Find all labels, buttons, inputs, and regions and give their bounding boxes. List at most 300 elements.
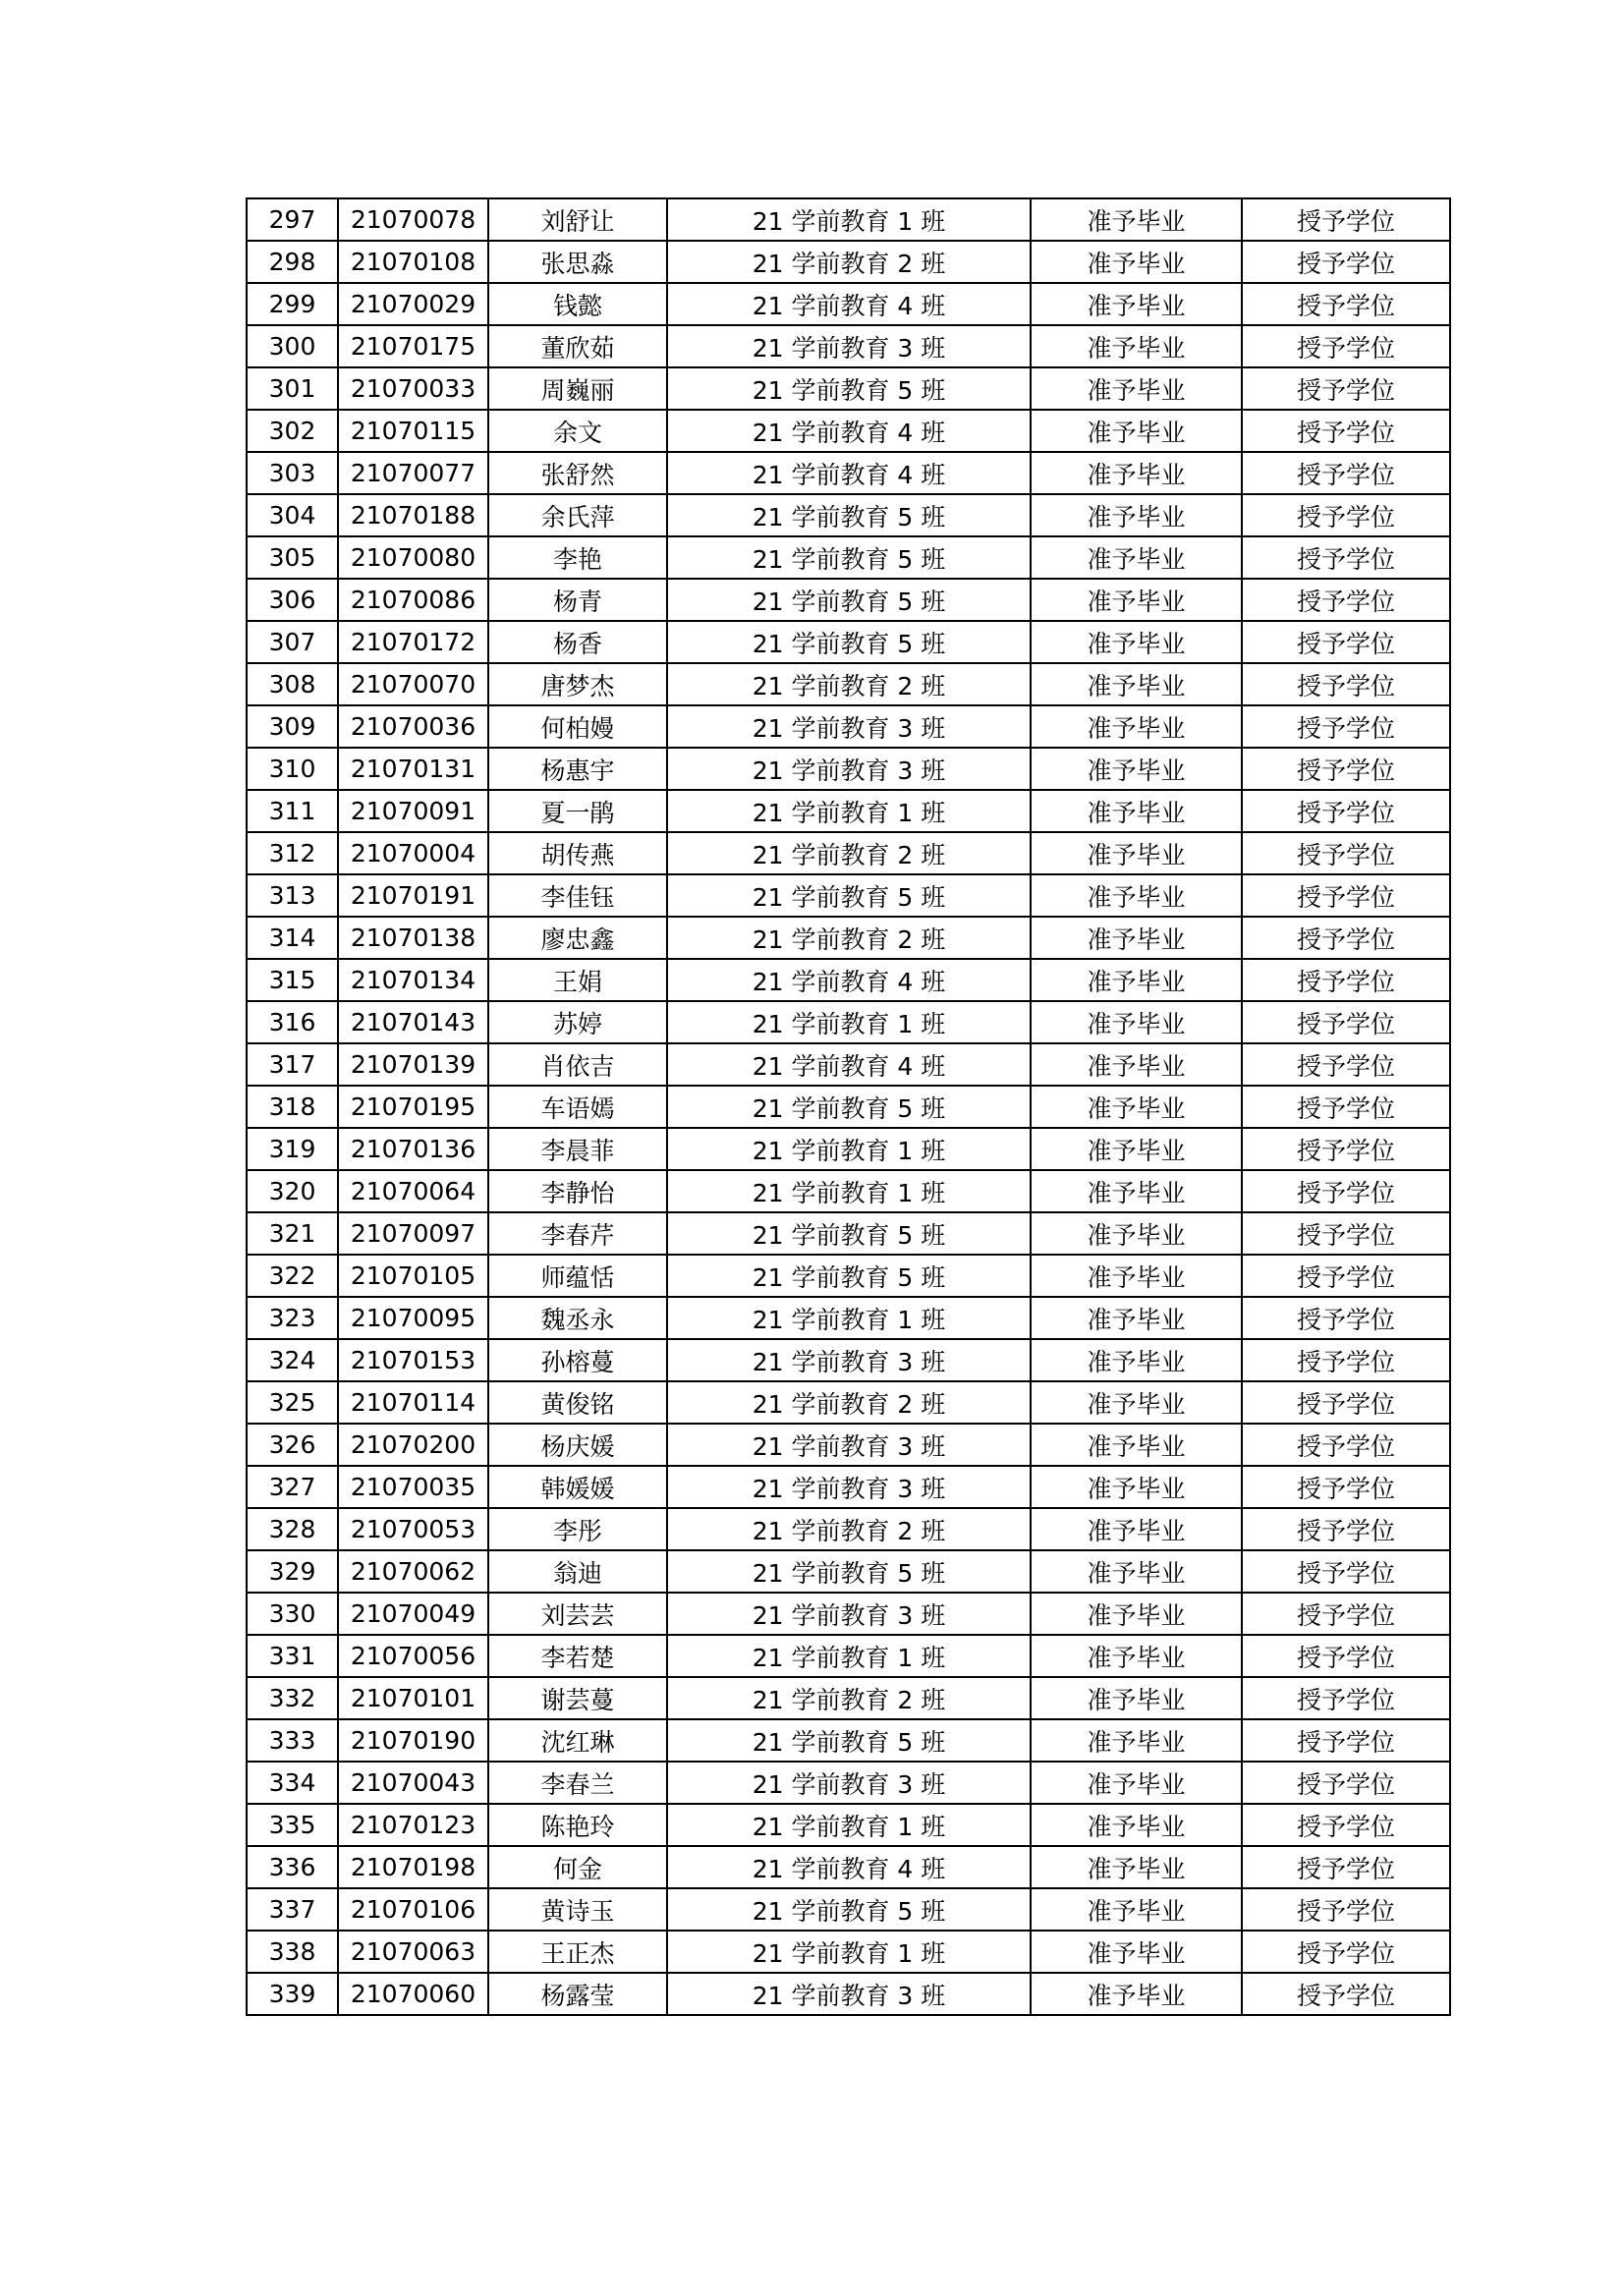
cell-degree-status: 授予学位 xyxy=(1242,494,1450,536)
cell-class: 21 学前教育 5 班 xyxy=(667,1086,1031,1128)
cell-name: 王娟 xyxy=(488,959,667,1001)
cell-index: 314 xyxy=(247,917,338,959)
table-row xyxy=(247,1508,1450,1550)
cell-name: 翁迪 xyxy=(488,1550,667,1593)
cell-student-id: 21070004 xyxy=(338,832,488,874)
cell-graduation-status: 准予毕业 xyxy=(1031,494,1242,536)
table-row xyxy=(247,874,1450,917)
cell-name: 李彤 xyxy=(488,1508,667,1550)
cell-class: 21 学前教育 2 班 xyxy=(667,1508,1031,1550)
cell-student-id: 21070086 xyxy=(338,579,488,621)
cell-graduation-status: 准予毕业 xyxy=(1031,1212,1242,1255)
cell-graduation-status: 准予毕业 xyxy=(1031,1424,1242,1466)
table-row xyxy=(247,621,1450,663)
table-row xyxy=(247,198,1450,241)
cell-class: 21 学前教育 5 班 xyxy=(667,367,1031,410)
cell-name: 杨露莹 xyxy=(488,1973,667,2015)
cell-degree-status: 授予学位 xyxy=(1242,1170,1450,1212)
cell-index: 319 xyxy=(247,1128,338,1170)
table-row xyxy=(247,325,1450,367)
cell-student-id: 21070134 xyxy=(338,959,488,1001)
cell-student-id: 21070175 xyxy=(338,325,488,367)
cell-degree-status: 授予学位 xyxy=(1242,1212,1450,1255)
cell-class: 21 学前教育 1 班 xyxy=(667,1001,1031,1043)
cell-class: 21 学前教育 5 班 xyxy=(667,1255,1031,1297)
cell-class: 21 学前教育 4 班 xyxy=(667,452,1031,494)
cell-degree-status: 授予学位 xyxy=(1242,1128,1450,1170)
cell-student-id: 21070033 xyxy=(338,367,488,410)
table-row xyxy=(247,241,1450,283)
cell-class: 21 学前教育 1 班 xyxy=(667,198,1031,241)
cell-student-id: 21070143 xyxy=(338,1001,488,1043)
cell-degree-status: 授予学位 xyxy=(1242,1550,1450,1593)
cell-index: 328 xyxy=(247,1508,338,1550)
cell-student-id: 21070114 xyxy=(338,1381,488,1424)
cell-student-id: 21070115 xyxy=(338,410,488,452)
cell-graduation-status: 准予毕业 xyxy=(1031,1804,1242,1846)
cell-index: 307 xyxy=(247,621,338,663)
cell-student-id: 21070043 xyxy=(338,1762,488,1804)
cell-name: 董欣茹 xyxy=(488,325,667,367)
cell-degree-status: 授予学位 xyxy=(1242,705,1450,748)
cell-class: 21 学前教育 3 班 xyxy=(667,705,1031,748)
cell-degree-status: 授予学位 xyxy=(1242,1086,1450,1128)
table-row xyxy=(247,959,1450,1001)
cell-graduation-status: 准予毕业 xyxy=(1031,1846,1242,1888)
table-row xyxy=(247,1846,1450,1888)
cell-class: 21 学前教育 2 班 xyxy=(667,1677,1031,1719)
cell-name: 李佳钰 xyxy=(488,874,667,917)
cell-class: 21 学前教育 3 班 xyxy=(667,748,1031,790)
cell-degree-status: 授予学位 xyxy=(1242,1297,1450,1339)
cell-student-id: 21070070 xyxy=(338,663,488,705)
cell-student-id: 21070053 xyxy=(338,1508,488,1550)
cell-student-id: 21070049 xyxy=(338,1593,488,1635)
cell-graduation-status: 准予毕业 xyxy=(1031,1677,1242,1719)
cell-degree-status: 授予学位 xyxy=(1242,1677,1450,1719)
cell-student-id: 21070200 xyxy=(338,1424,488,1466)
cell-graduation-status: 准予毕业 xyxy=(1031,367,1242,410)
table-row xyxy=(247,1931,1450,1973)
cell-name: 韩媛媛 xyxy=(488,1466,667,1508)
cell-graduation-status: 准予毕业 xyxy=(1031,959,1242,1001)
cell-graduation-status: 准予毕业 xyxy=(1031,790,1242,832)
cell-class: 21 学前教育 1 班 xyxy=(667,1931,1031,1973)
cell-degree-status: 授予学位 xyxy=(1242,874,1450,917)
cell-index: 317 xyxy=(247,1043,338,1086)
cell-index: 313 xyxy=(247,874,338,917)
cell-degree-status: 授予学位 xyxy=(1242,917,1450,959)
cell-class: 21 学前教育 1 班 xyxy=(667,1170,1031,1212)
cell-student-id: 21070064 xyxy=(338,1170,488,1212)
cell-degree-status: 授予学位 xyxy=(1242,959,1450,1001)
cell-degree-status: 授予学位 xyxy=(1242,579,1450,621)
cell-degree-status: 授予学位 xyxy=(1242,325,1450,367)
cell-student-id: 21070056 xyxy=(338,1635,488,1677)
cell-name: 肖依吉 xyxy=(488,1043,667,1086)
cell-graduation-status: 准予毕业 xyxy=(1031,1508,1242,1550)
cell-graduation-status: 准予毕业 xyxy=(1031,1297,1242,1339)
cell-class: 21 学前教育 5 班 xyxy=(667,1212,1031,1255)
cell-class: 21 学前教育 5 班 xyxy=(667,1719,1031,1762)
table-row xyxy=(247,1677,1450,1719)
table-row xyxy=(247,1001,1450,1043)
cell-degree-status: 授予学位 xyxy=(1242,663,1450,705)
table-row xyxy=(247,1339,1450,1381)
cell-degree-status: 授予学位 xyxy=(1242,1635,1450,1677)
cell-graduation-status: 准予毕业 xyxy=(1031,241,1242,283)
table-row xyxy=(247,1381,1450,1424)
cell-graduation-status: 准予毕业 xyxy=(1031,1635,1242,1677)
cell-index: 308 xyxy=(247,663,338,705)
cell-degree-status: 授予学位 xyxy=(1242,748,1450,790)
cell-class: 21 学前教育 3 班 xyxy=(667,1466,1031,1508)
cell-graduation-status: 准予毕业 xyxy=(1031,1086,1242,1128)
cell-degree-status: 授予学位 xyxy=(1242,1043,1450,1086)
cell-class: 21 学前教育 1 班 xyxy=(667,1635,1031,1677)
cell-graduation-status: 准予毕业 xyxy=(1031,536,1242,579)
cell-name: 苏婷 xyxy=(488,1001,667,1043)
cell-name: 师蕴恬 xyxy=(488,1255,667,1297)
cell-class: 21 学前教育 4 班 xyxy=(667,410,1031,452)
cell-index: 304 xyxy=(247,494,338,536)
cell-degree-status: 授予学位 xyxy=(1242,536,1450,579)
cell-index: 322 xyxy=(247,1255,338,1297)
cell-class: 21 学前教育 4 班 xyxy=(667,283,1031,325)
cell-degree-status: 授予学位 xyxy=(1242,1846,1450,1888)
cell-name: 杨香 xyxy=(488,621,667,663)
cell-graduation-status: 准予毕业 xyxy=(1031,748,1242,790)
cell-graduation-status: 准予毕业 xyxy=(1031,325,1242,367)
table-row xyxy=(247,1973,1450,2015)
cell-student-id: 21070095 xyxy=(338,1297,488,1339)
cell-index: 333 xyxy=(247,1719,338,1762)
cell-name: 何柏嫚 xyxy=(488,705,667,748)
cell-student-id: 21070035 xyxy=(338,1466,488,1508)
cell-graduation-status: 准予毕业 xyxy=(1031,1381,1242,1424)
cell-index: 310 xyxy=(247,748,338,790)
cell-name: 杨青 xyxy=(488,579,667,621)
table-row xyxy=(247,1466,1450,1508)
cell-graduation-status: 准予毕业 xyxy=(1031,1339,1242,1381)
cell-student-id: 21070077 xyxy=(338,452,488,494)
cell-name: 张思淼 xyxy=(488,241,667,283)
cell-name: 谢芸蔓 xyxy=(488,1677,667,1719)
cell-graduation-status: 准予毕业 xyxy=(1031,621,1242,663)
cell-class: 21 学前教育 2 班 xyxy=(667,663,1031,705)
cell-name: 陈艳玲 xyxy=(488,1804,667,1846)
cell-graduation-status: 准予毕业 xyxy=(1031,874,1242,917)
table-row xyxy=(247,1128,1450,1170)
cell-student-id: 21070101 xyxy=(338,1677,488,1719)
cell-degree-status: 授予学位 xyxy=(1242,367,1450,410)
cell-student-id: 21070063 xyxy=(338,1931,488,1973)
cell-student-id: 21070153 xyxy=(338,1339,488,1381)
cell-student-id: 21070097 xyxy=(338,1212,488,1255)
cell-class: 21 学前教育 5 班 xyxy=(667,536,1031,579)
cell-graduation-status: 准予毕业 xyxy=(1031,1762,1242,1804)
cell-graduation-status: 准予毕业 xyxy=(1031,663,1242,705)
table-row xyxy=(247,283,1450,325)
cell-degree-status: 授予学位 xyxy=(1242,1255,1450,1297)
cell-class: 21 学前教育 4 班 xyxy=(667,1043,1031,1086)
cell-student-id: 21070138 xyxy=(338,917,488,959)
cell-student-id: 21070123 xyxy=(338,1804,488,1846)
cell-graduation-status: 准予毕业 xyxy=(1031,1128,1242,1170)
table-row xyxy=(247,1043,1450,1086)
cell-class: 21 学前教育 2 班 xyxy=(667,1381,1031,1424)
cell-graduation-status: 准予毕业 xyxy=(1031,283,1242,325)
table-row xyxy=(247,1804,1450,1846)
graduation-table xyxy=(246,197,1451,2016)
cell-index: 336 xyxy=(247,1846,338,1888)
cell-class: 21 学前教育 4 班 xyxy=(667,959,1031,1001)
cell-index: 326 xyxy=(247,1424,338,1466)
cell-graduation-status: 准予毕业 xyxy=(1031,832,1242,874)
cell-graduation-status: 准予毕业 xyxy=(1031,1466,1242,1508)
table-row xyxy=(247,367,1450,410)
cell-degree-status: 授予学位 xyxy=(1242,1593,1450,1635)
cell-degree-status: 授予学位 xyxy=(1242,1466,1450,1508)
table-row xyxy=(247,663,1450,705)
cell-class: 21 学前教育 5 班 xyxy=(667,579,1031,621)
cell-index: 329 xyxy=(247,1550,338,1593)
table-body xyxy=(247,198,1450,2015)
cell-degree-status: 授予学位 xyxy=(1242,1804,1450,1846)
cell-index: 297 xyxy=(247,198,338,241)
cell-name: 黄俊铭 xyxy=(488,1381,667,1424)
cell-index: 325 xyxy=(247,1381,338,1424)
cell-degree-status: 授予学位 xyxy=(1242,1339,1450,1381)
cell-degree-status: 授予学位 xyxy=(1242,1888,1450,1931)
cell-name: 刘芸芸 xyxy=(488,1593,667,1635)
cell-name: 余文 xyxy=(488,410,667,452)
cell-name: 余氏萍 xyxy=(488,494,667,536)
cell-name: 孙榕蔓 xyxy=(488,1339,667,1381)
cell-graduation-status: 准予毕业 xyxy=(1031,1888,1242,1931)
table-row xyxy=(247,1635,1450,1677)
cell-class: 21 学前教育 3 班 xyxy=(667,1593,1031,1635)
cell-student-id: 21070136 xyxy=(338,1128,488,1170)
table-row xyxy=(247,705,1450,748)
cell-index: 301 xyxy=(247,367,338,410)
table-row xyxy=(247,790,1450,832)
cell-name: 魏丞永 xyxy=(488,1297,667,1339)
cell-class: 21 学前教育 5 班 xyxy=(667,1888,1031,1931)
cell-degree-status: 授予学位 xyxy=(1242,1424,1450,1466)
table-row xyxy=(247,494,1450,536)
cell-name: 黄诗玉 xyxy=(488,1888,667,1931)
cell-degree-status: 授予学位 xyxy=(1242,1001,1450,1043)
cell-name: 钱懿 xyxy=(488,283,667,325)
cell-index: 318 xyxy=(247,1086,338,1128)
table-row xyxy=(247,1086,1450,1128)
cell-graduation-status: 准予毕业 xyxy=(1031,1593,1242,1635)
cell-name: 李春芹 xyxy=(488,1212,667,1255)
cell-index: 335 xyxy=(247,1804,338,1846)
cell-index: 312 xyxy=(247,832,338,874)
cell-name: 沈红琳 xyxy=(488,1719,667,1762)
cell-name: 夏一鹃 xyxy=(488,790,667,832)
cell-class: 21 学前教育 5 班 xyxy=(667,621,1031,663)
cell-degree-status: 授予学位 xyxy=(1242,410,1450,452)
cell-name: 胡传燕 xyxy=(488,832,667,874)
table-row xyxy=(247,1593,1450,1635)
table-row xyxy=(247,1888,1450,1931)
cell-index: 302 xyxy=(247,410,338,452)
cell-name: 李静怡 xyxy=(488,1170,667,1212)
cell-index: 311 xyxy=(247,790,338,832)
cell-class: 21 学前教育 2 班 xyxy=(667,917,1031,959)
cell-student-id: 21070105 xyxy=(338,1255,488,1297)
cell-graduation-status: 准予毕业 xyxy=(1031,1550,1242,1593)
table-row xyxy=(247,536,1450,579)
cell-degree-status: 授予学位 xyxy=(1242,1973,1450,2015)
table-row xyxy=(247,917,1450,959)
cell-index: 330 xyxy=(247,1593,338,1635)
table-row xyxy=(247,1212,1450,1255)
cell-index: 298 xyxy=(247,241,338,283)
cell-degree-status: 授予学位 xyxy=(1242,1381,1450,1424)
cell-class: 21 学前教育 4 班 xyxy=(667,1846,1031,1888)
cell-class: 21 学前教育 3 班 xyxy=(667,1339,1031,1381)
cell-graduation-status: 准予毕业 xyxy=(1031,705,1242,748)
cell-name: 唐梦杰 xyxy=(488,663,667,705)
table-row xyxy=(247,452,1450,494)
table-row xyxy=(247,1255,1450,1297)
cell-student-id: 21070198 xyxy=(338,1846,488,1888)
cell-graduation-status: 准予毕业 xyxy=(1031,917,1242,959)
cell-index: 321 xyxy=(247,1212,338,1255)
cell-class: 21 学前教育 3 班 xyxy=(667,1973,1031,2015)
cell-class: 21 学前教育 5 班 xyxy=(667,494,1031,536)
table-row xyxy=(247,410,1450,452)
cell-degree-status: 授予学位 xyxy=(1242,283,1450,325)
table-row xyxy=(247,1170,1450,1212)
cell-name: 廖忠鑫 xyxy=(488,917,667,959)
cell-graduation-status: 准予毕业 xyxy=(1031,1170,1242,1212)
cell-name: 杨惠宇 xyxy=(488,748,667,790)
cell-index: 337 xyxy=(247,1888,338,1931)
table-row xyxy=(247,748,1450,790)
cell-index: 323 xyxy=(247,1297,338,1339)
cell-graduation-status: 准予毕业 xyxy=(1031,452,1242,494)
cell-index: 316 xyxy=(247,1001,338,1043)
cell-graduation-status: 准予毕业 xyxy=(1031,1973,1242,2015)
cell-student-id: 21070080 xyxy=(338,536,488,579)
cell-student-id: 21070106 xyxy=(338,1888,488,1931)
cell-student-id: 21070190 xyxy=(338,1719,488,1762)
cell-class: 21 学前教育 1 班 xyxy=(667,1297,1031,1339)
cell-index: 332 xyxy=(247,1677,338,1719)
cell-index: 334 xyxy=(247,1762,338,1804)
cell-name: 李春兰 xyxy=(488,1762,667,1804)
cell-name: 何金 xyxy=(488,1846,667,1888)
cell-graduation-status: 准予毕业 xyxy=(1031,410,1242,452)
table-row xyxy=(247,579,1450,621)
table-row xyxy=(247,1762,1450,1804)
cell-graduation-status: 准予毕业 xyxy=(1031,1719,1242,1762)
cell-class: 21 学前教育 1 班 xyxy=(667,1128,1031,1170)
cell-name: 李艳 xyxy=(488,536,667,579)
cell-graduation-status: 准予毕业 xyxy=(1031,579,1242,621)
cell-index: 303 xyxy=(247,452,338,494)
table-row xyxy=(247,1424,1450,1466)
cell-index: 299 xyxy=(247,283,338,325)
cell-index: 300 xyxy=(247,325,338,367)
cell-student-id: 21070188 xyxy=(338,494,488,536)
table-row xyxy=(247,1719,1450,1762)
cell-student-id: 21070029 xyxy=(338,283,488,325)
cell-name: 李若楚 xyxy=(488,1635,667,1677)
cell-degree-status: 授予学位 xyxy=(1242,1719,1450,1762)
cell-student-id: 21070172 xyxy=(338,621,488,663)
cell-class: 21 学前教育 5 班 xyxy=(667,874,1031,917)
cell-name: 杨庆媛 xyxy=(488,1424,667,1466)
cell-index: 327 xyxy=(247,1466,338,1508)
cell-degree-status: 授予学位 xyxy=(1242,198,1450,241)
cell-index: 331 xyxy=(247,1635,338,1677)
cell-graduation-status: 准予毕业 xyxy=(1031,198,1242,241)
cell-name: 刘舒让 xyxy=(488,198,667,241)
cell-student-id: 21070036 xyxy=(338,705,488,748)
cell-class: 21 学前教育 1 班 xyxy=(667,1804,1031,1846)
cell-student-id: 21070139 xyxy=(338,1043,488,1086)
cell-degree-status: 授予学位 xyxy=(1242,621,1450,663)
cell-index: 309 xyxy=(247,705,338,748)
cell-name: 周巍丽 xyxy=(488,367,667,410)
table-row xyxy=(247,1550,1450,1593)
cell-student-id: 21070060 xyxy=(338,1973,488,2015)
cell-index: 315 xyxy=(247,959,338,1001)
cell-class: 21 学前教育 1 班 xyxy=(667,790,1031,832)
cell-degree-status: 授予学位 xyxy=(1242,1508,1450,1550)
cell-graduation-status: 准予毕业 xyxy=(1031,1001,1242,1043)
cell-index: 320 xyxy=(247,1170,338,1212)
cell-degree-status: 授予学位 xyxy=(1242,832,1450,874)
cell-degree-status: 授予学位 xyxy=(1242,452,1450,494)
cell-index: 306 xyxy=(247,579,338,621)
cell-degree-status: 授予学位 xyxy=(1242,1762,1450,1804)
cell-student-id: 21070091 xyxy=(338,790,488,832)
cell-graduation-status: 准予毕业 xyxy=(1031,1043,1242,1086)
cell-class: 21 学前教育 5 班 xyxy=(667,1550,1031,1593)
cell-name: 李晨菲 xyxy=(488,1128,667,1170)
cell-student-id: 21070078 xyxy=(338,198,488,241)
cell-degree-status: 授予学位 xyxy=(1242,241,1450,283)
cell-class: 21 学前教育 3 班 xyxy=(667,1762,1031,1804)
cell-name: 张舒然 xyxy=(488,452,667,494)
cell-student-id: 21070108 xyxy=(338,241,488,283)
cell-class: 21 学前教育 2 班 xyxy=(667,832,1031,874)
cell-graduation-status: 准予毕业 xyxy=(1031,1931,1242,1973)
cell-class: 21 学前教育 2 班 xyxy=(667,241,1031,283)
table-row xyxy=(247,832,1450,874)
cell-student-id: 21070062 xyxy=(338,1550,488,1593)
cell-class: 21 学前教育 3 班 xyxy=(667,1424,1031,1466)
cell-degree-status: 授予学位 xyxy=(1242,790,1450,832)
cell-degree-status: 授予学位 xyxy=(1242,1931,1450,1973)
cell-student-id: 21070131 xyxy=(338,748,488,790)
cell-index: 338 xyxy=(247,1931,338,1973)
cell-student-id: 21070191 xyxy=(338,874,488,917)
cell-class: 21 学前教育 3 班 xyxy=(667,325,1031,367)
cell-student-id: 21070195 xyxy=(338,1086,488,1128)
cell-index: 305 xyxy=(247,536,338,579)
cell-graduation-status: 准予毕业 xyxy=(1031,1255,1242,1297)
cell-name: 王正杰 xyxy=(488,1931,667,1973)
cell-name: 车语嫣 xyxy=(488,1086,667,1128)
